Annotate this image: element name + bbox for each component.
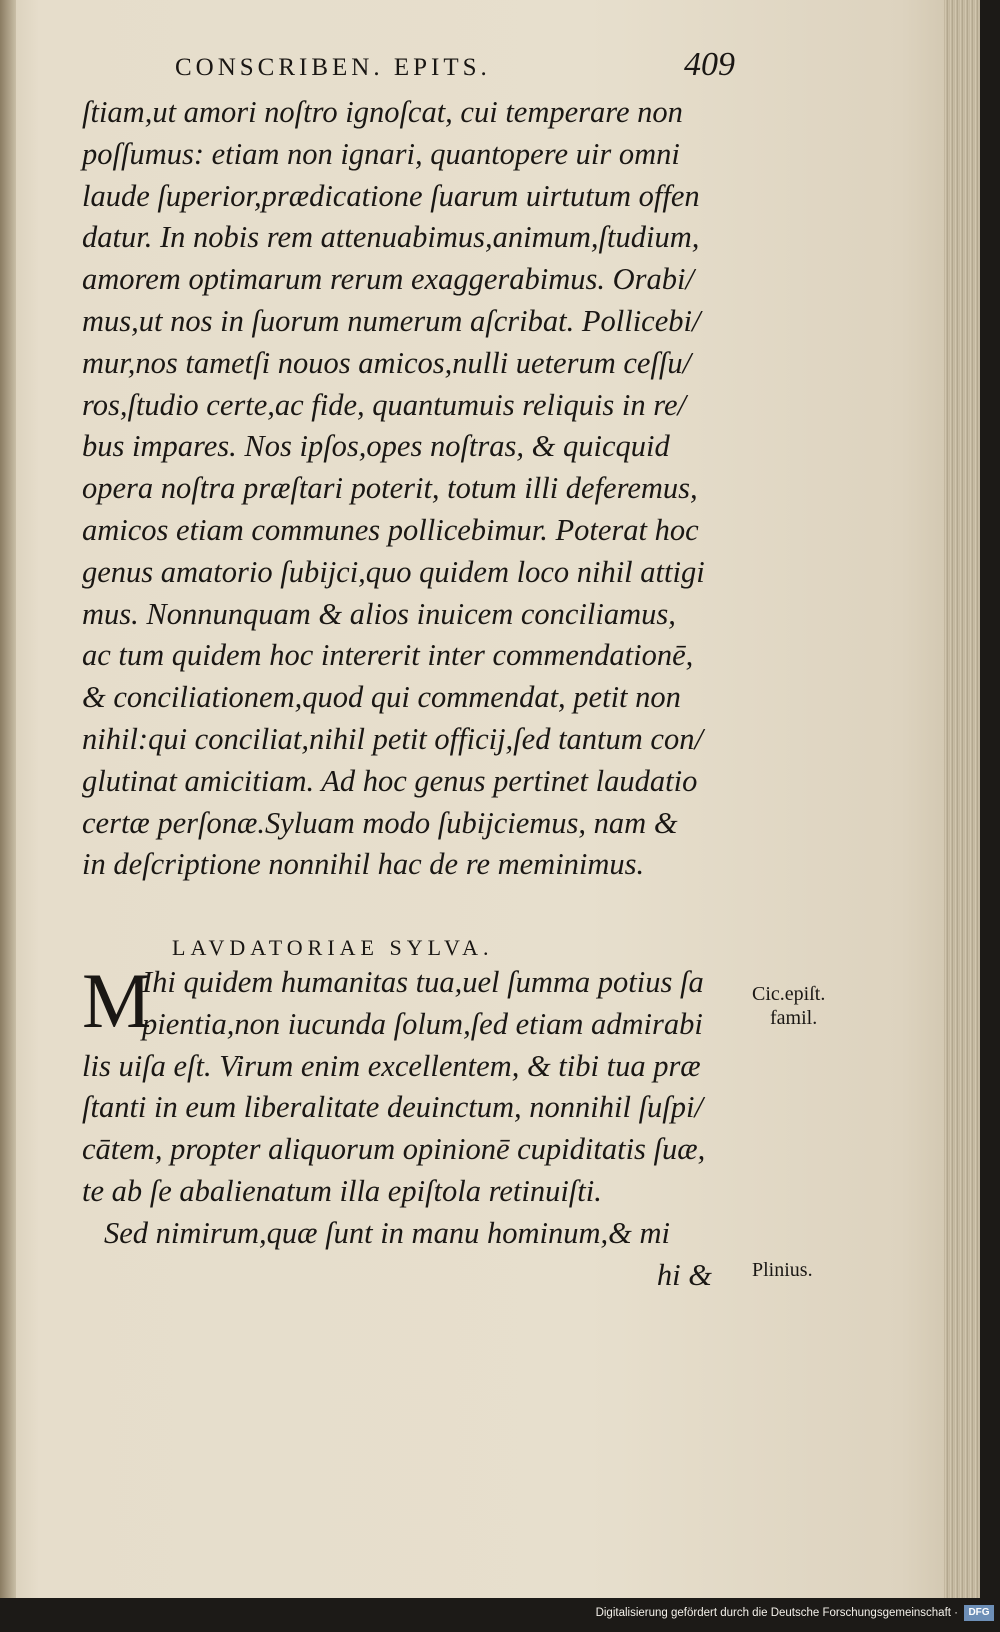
marginal-note-cicero — [752, 982, 825, 1030]
text-line: amorem optimarum rerum exaggerabimus. Orabi/ — [82, 262, 694, 297]
text-line: poſſumus: etiam non ignari, quantopere uir omni — [82, 136, 680, 171]
page-fore-edge — [944, 0, 980, 1598]
text-line: mus. Nonnunquam & alios inuicem conciliamus, — [82, 596, 676, 631]
text-line: cātem, propter aliquorum opinionē cupiditatis ſuæ, — [82, 1132, 706, 1167]
funding-credit: Digitalisierung gefördert durch die Deutsche Forschungsgemeinschaft · — [595, 1607, 958, 1619]
digitization-footer — [0, 1598, 1000, 1632]
text-line: nihil:qui conciliat,nihil petit officij,ſed tantum con/ — [82, 721, 703, 756]
text-line: laude ſuperior,prædicatione ſuarum uirtutum offen — [82, 178, 700, 213]
text-line: ros,ſtudio certe,ac fide, quantumuis reliquis in re/ — [82, 387, 687, 422]
text-line: ſtiam,ut amori noſtro ignoſcat, cui temperare non — [82, 95, 683, 129]
text-line: ac tum quidem hoc intererit inter commendationē, — [82, 638, 694, 673]
running-head: CONSCRIBEN. EPITS. — [175, 54, 491, 81]
text-line: & conciliationem,quod qui commendat, petit non — [82, 680, 681, 715]
marginal-note-line: Cic.epiſt. — [752, 983, 826, 1005]
text-line: ſtanti in eum liberalitate deuinctum, nonnihil ſuſpi/ — [82, 1090, 703, 1125]
page-gutter — [0, 0, 16, 1598]
text-line: lis uiſa eſt. Virum enim excellentem, & tibi tua præ — [82, 1048, 701, 1083]
main-text-block — [82, 92, 742, 886]
catchword: hi & — [656, 1257, 712, 1292]
text-line: certæ perſonæ.Syluam modo ſubijciemus, nam & — [82, 805, 678, 840]
text-line: opera noſtra præſtari poterit, totum illi deferemus, — [82, 471, 698, 506]
text-line: te ab ſe abalienatum illa epiſtola retinuiſti. — [82, 1173, 602, 1208]
text-line: genus amatorio ſubijci,quo quidem loco nihil attigi — [82, 554, 705, 589]
text-line: Ihi quidem humanitas tua,uel ſumma potius ſa — [142, 965, 704, 999]
sylva-text-block — [82, 957, 742, 1296]
text-line: amicos etiam communes pollicebimur. Poterat hoc — [82, 512, 699, 547]
dfg-logo: DFG — [964, 1605, 994, 1621]
text-line: mus,ut nos in ſuorum numerum aſcribat. Pollicebi/ — [82, 303, 701, 338]
section-heading: LAVDATORIAE SYLVA. — [172, 935, 494, 960]
text-line: pientia,non iucunda ſolum,ſed etiam admirabi — [142, 1006, 703, 1041]
marginal-note-line: famil. — [770, 1007, 818, 1029]
text-line: mur,nos tametſi nouos amicos,nulli ueterum ceſſu/ — [82, 345, 692, 380]
text-line: bus impares. Nos ipſos,opes noſtras, & quicquid — [82, 429, 670, 464]
dropcap-letter: M — [82, 957, 152, 1044]
text-line: datur. In nobis rem attenuabimus,animum,ſtudium, — [82, 220, 700, 255]
text-line: Sed nimirum,quæ ſunt in manu hominum,& mi — [104, 1215, 670, 1250]
text-line: in deſcriptione nonnihil hac de re meminimus. — [82, 847, 645, 882]
page-header — [175, 48, 735, 84]
text-line: glutinat amicitiam. Ad hoc genus pertinet laudatio — [82, 763, 698, 798]
folio-number: 409 — [684, 46, 735, 83]
marginal-note-plinius: Plinius. — [752, 1259, 813, 1281]
